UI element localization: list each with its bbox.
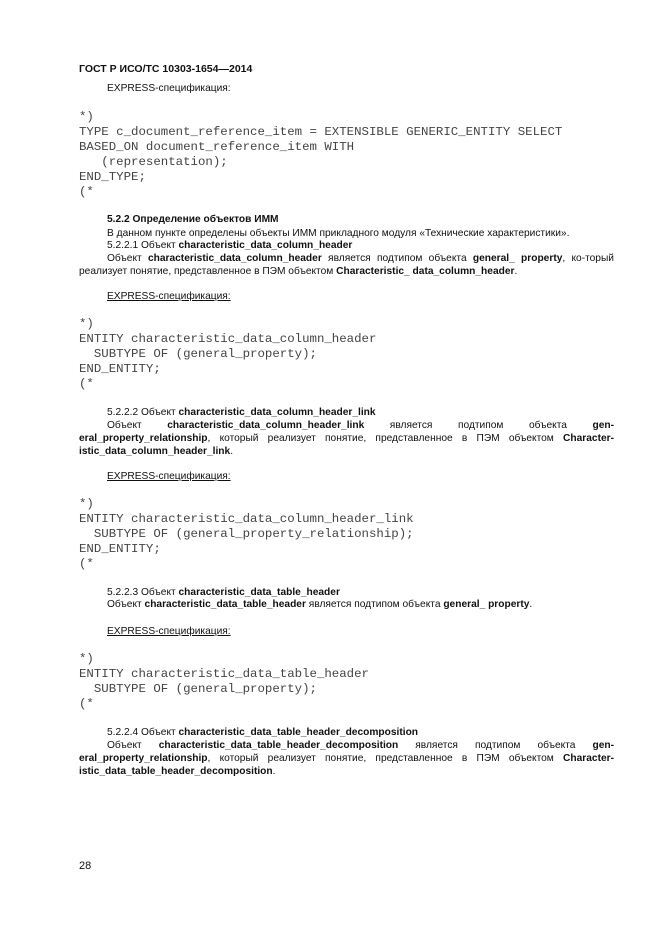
section-intro: В данном пункте определены объекты ИММ прикладного модуля «Технические характеристики». — [107, 228, 570, 239]
subsection-heading: 5.2.2.2 Объект characteristic_data_column_header_link — [107, 407, 376, 418]
subsection-heading: 5.2.2.1 Объект characteristic_data_column_header — [107, 240, 353, 251]
code-block-entity: *) ENTITY characteristic_data_table_header SUBTYPE OF (general_property); (* — [79, 652, 369, 711]
code-block-type: *) TYPE c_document_reference_item = EXTENSIBLE GENERIC_ENTITY SELECT BASED_ON document_reference_item WITH (representation); END_TYPE; (* — [79, 110, 563, 199]
express-label: EXPRESS-спецификация: — [107, 83, 231, 94]
paragraph: Объект characteristic_data_table_header является подтипом объекта general_ property. — [107, 599, 533, 610]
section-title: 5.2.2 Определение объектов ИММ — [107, 214, 279, 225]
page-number: 28 — [79, 860, 92, 872]
express-label: EXPRESS-спецификация: — [107, 626, 231, 637]
express-label: EXPRESS-спецификация: — [107, 471, 231, 482]
subsection-heading: 5.2.2.3 Объект characteristic_data_table_header — [107, 587, 340, 598]
subsection-heading: 5.2.2.4 Объект characteristic_data_table_header_decomposition — [107, 727, 419, 738]
code-block-entity: *) ENTITY characteristic_data_column_header_link SUBTYPE OF (general_property_relationship); END_ENTITY; (* — [79, 497, 414, 571]
paragraph: Объект characteristic_data_table_header_decomposition является подтипом объекта gen-eral_property_relationship, который реализует понятие, представленное в ПЭМ объектом Character-istic_data_table_header_decomposition. — [79, 740, 614, 777]
paragraph: Объект characteristic_data_column_header_link является подтипом объекта gen-eral_property_relationship, который реализует понятие, представленное в ПЭМ объектом Character-istic_data_column_header_link. — [79, 420, 614, 457]
paragraph: Объект characteristic_data_column_header является подтипом объекта general_ property, ко-торый реализует понятие, представленное в ПЭМ объектом Characteristic_ data_column_header. — [79, 253, 614, 277]
express-label: EXPRESS-спецификация: — [107, 291, 231, 302]
document-header: ГОСТ Р ИСО/ТС 10303-1654—2014 — [79, 63, 253, 75]
code-block-entity: *) ENTITY characteristic_data_column_header SUBTYPE OF (general_property); END_ENTITY; (* — [79, 317, 377, 391]
